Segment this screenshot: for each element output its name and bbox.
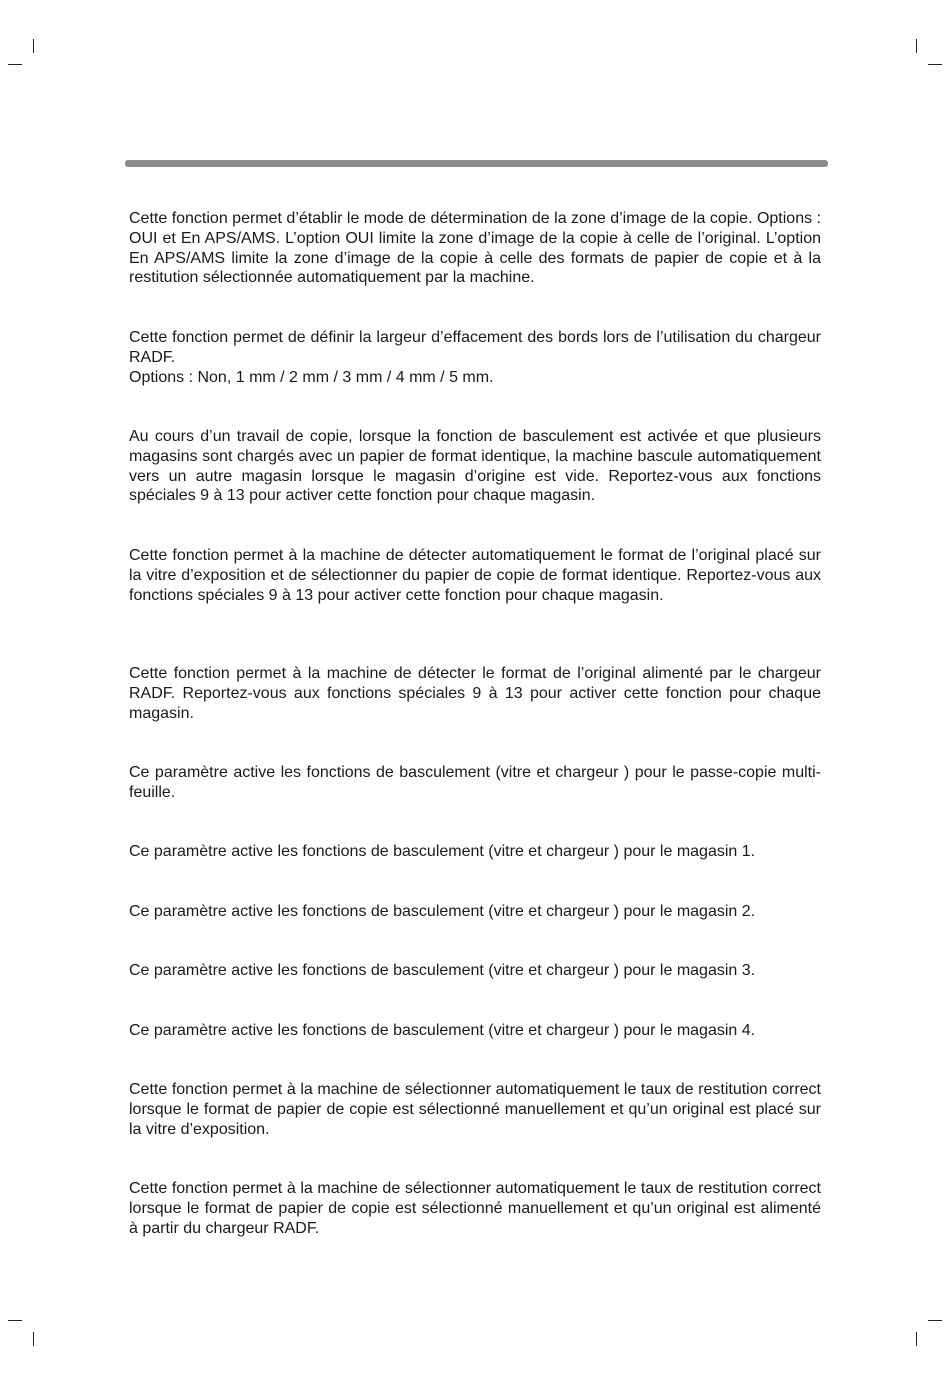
crop-mark-top-left-v (33, 39, 34, 53)
paragraph-glass-size-detection: Cette fonction permet à la machine de détecter automatiquement le format de l’original placé sur la vitre d’exposition et de sélectionner du papier de copie de format identique. Reportez-vous aux fonctions spéciales 9 à 13 pour activer cette fonction pour chaque magasin. (129, 547, 821, 604)
paragraph-tray-4-switching: Ce paramètre active les fonctions de basculement (vitre et chargeur ) pour le magasin 4. (129, 1022, 756, 1039)
paragraph-tray-3-switching: Ce paramètre active les fonctions de basculement (vitre et chargeur ) pour le magasin 3. (129, 962, 756, 979)
paragraph-tray-2-switching: Ce paramètre active les fonctions de basculement (vitre et chargeur ) pour le magasin 2. (129, 903, 756, 920)
paragraph-bypass-switching: Ce paramètre active les fonctions de basculement (vitre et chargeur ) pour le passe-copie multi-feuille. (129, 764, 821, 801)
crop-mark-top-right-h (928, 64, 942, 65)
paragraph-tray-switching: Au cours d’un travail de copie, lorsque la fonction de basculement est activée et que plusieurs magasins sont chargés avec un papier de format identique, la machine bascule automatiquement vers un autre magasin lorsque le magasin d’origine est vide. Reportez-vous aux fonctions spéciales 9 à 13 pour activer cette fonction pour chaque magasin. (129, 428, 821, 505)
crop-mark-bottom-right-v (916, 1332, 917, 1346)
paragraph-auto-ratio-glass: Cette fonction permet à la machine de sélectionner automatiquement le taux de restitution correct lorsque le format de papier de copie est sélectionné manuellement et qu’un original est placé sur la vitre d’exposition. (129, 1081, 821, 1138)
paragraph-radf-size-detection: Cette fonction permet à la machine de détecter le format de l’original alimenté par le chargeur RADF. Reportez-vous aux fonctions spéciales 9 à 13 pour activer cette fonction pour chaque magasin. (129, 665, 821, 722)
crop-mark-bottom-left-v (33, 1332, 34, 1346)
paragraph-image-zone: Cette fonction permet d’établir le mode de détermination de la zone d’image de la copie. Options : OUI et En APS/AMS. L’option OUI limite la zone d’image de la copie à celle de l’original. L’option En APS/AMS limite la zone d’image de la copie à celle des formats de papier de copie et à la restitution sélectionnée automatiquement par la machine. (129, 210, 821, 287)
paragraph-tray-1-switching: Ce paramètre active les fonctions de basculement (vitre et chargeur ) pour le magasin 1. (129, 843, 756, 860)
crop-mark-bottom-left-h (8, 1320, 22, 1321)
paragraph-auto-ratio-radf: Cette fonction permet à la machine de sélectionner automatiquement le taux de restitution correct lorsque le format de papier de copie est sélectionné manuellement et qu’un original est alimenté à partir du chargeur RADF. (129, 1180, 821, 1237)
crop-mark-bottom-right-h (928, 1320, 942, 1321)
crop-mark-top-left-h (8, 64, 22, 65)
crop-mark-top-right-v (916, 39, 917, 53)
paragraph-edge-erase: Cette fonction permet de définir la largeur d’effacement des bords lors de l’utilisation du chargeur RADF. Options : Non, 1 mm / 2 mm / 3 mm / 4 mm / 5 mm. (129, 329, 821, 386)
header-rule (125, 160, 828, 167)
